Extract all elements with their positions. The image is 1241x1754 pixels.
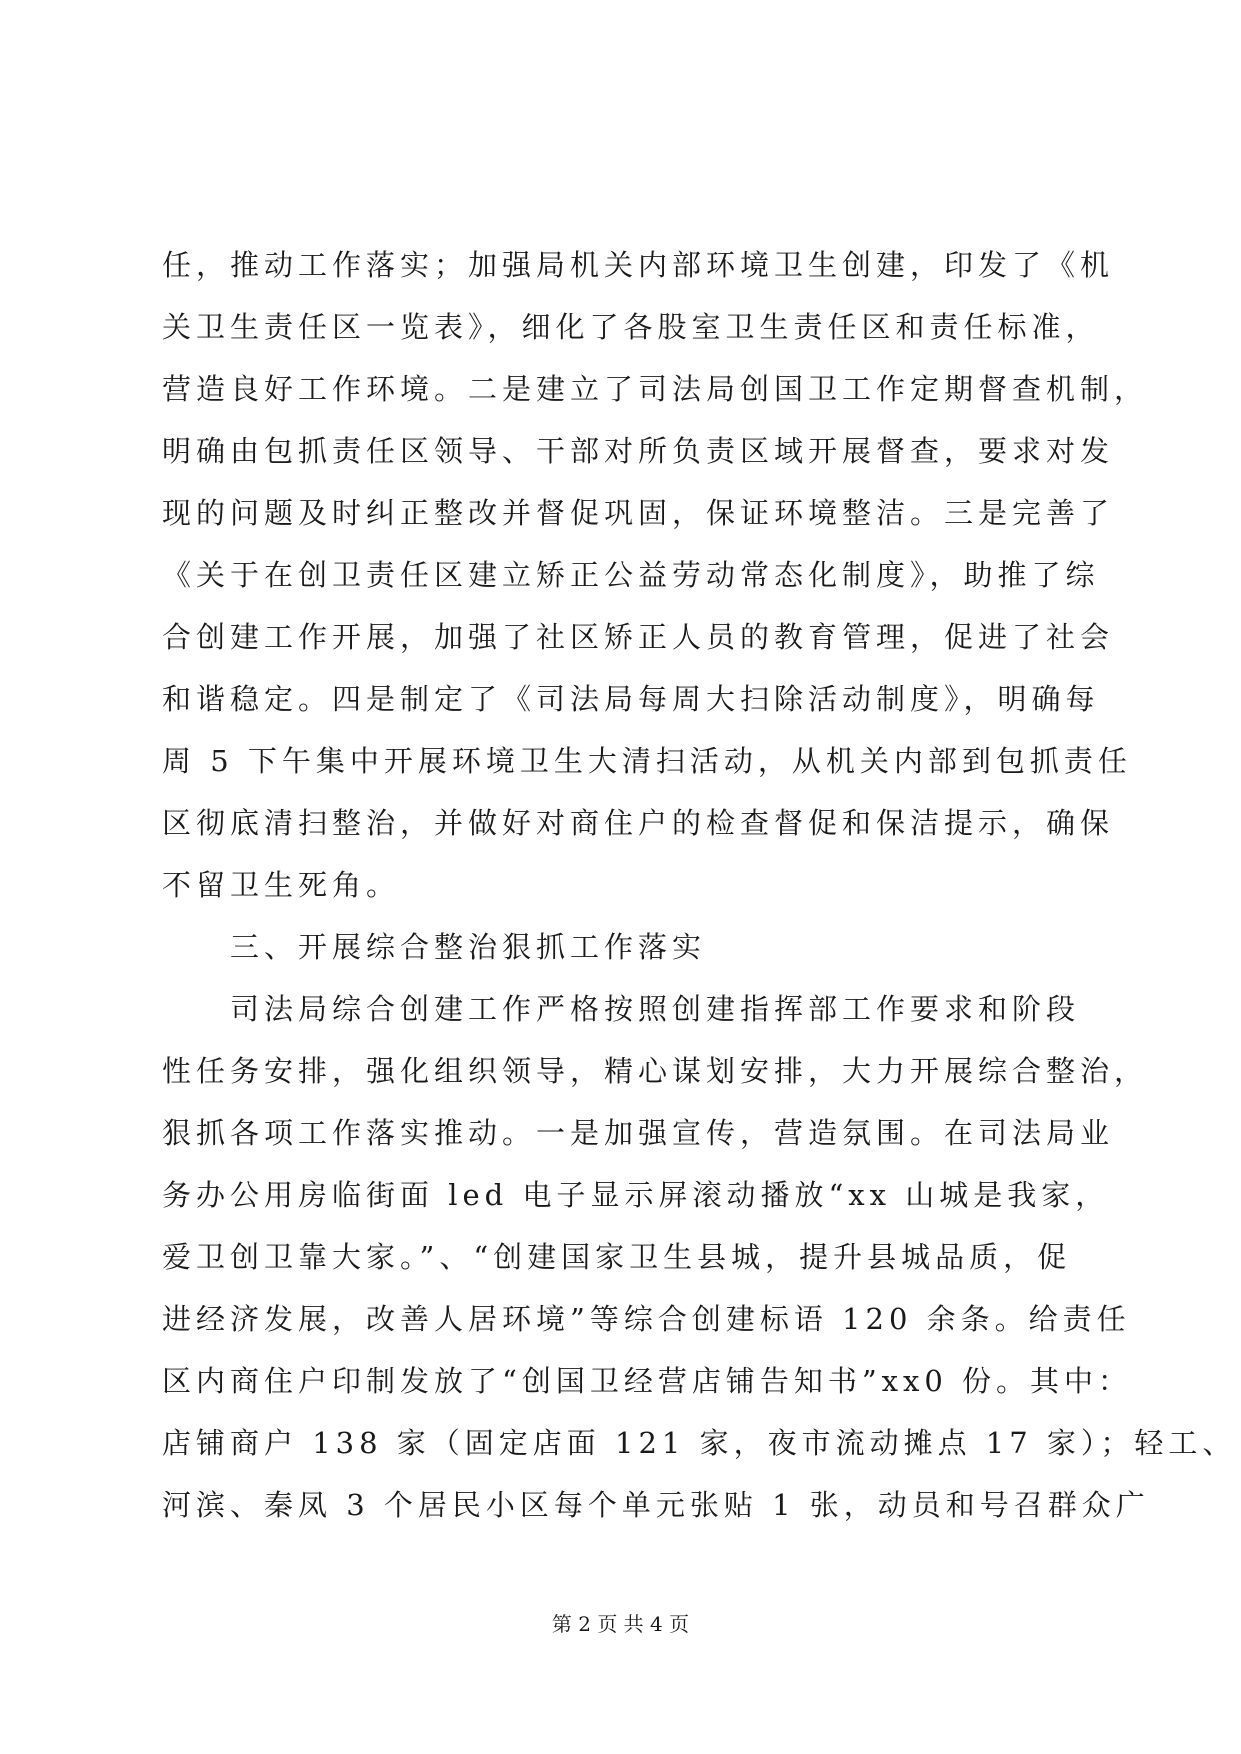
section-heading: 三、开展综合整治狠抓工作落实 <box>162 930 707 964</box>
text-line: 和谐稳定。四是制定了《司法局每周大扫除活动制度》，明确每 <box>162 682 1100 716</box>
text-line: 明确由包抓责任区领导、干部对所负责区域开展督查，要求对发 <box>162 434 1115 468</box>
text-line: 爱卫创卫靠大家。”、“创建国家卫生县城，提升县城品质，促 <box>162 1240 1072 1274</box>
text-line: 现的问题及时纠正整改并督促巩固，保证环境整洁。三是完善了 <box>162 496 1115 530</box>
text-line: 营造良好工作环境。二是建立了司法局创国卫工作定期督查机制， <box>162 372 1149 406</box>
text-line: 务办公用房临街面 led 电子显示屏滚动播放“xx 山城是我家， <box>162 1178 1110 1212</box>
document-body <box>162 234 1237 1536</box>
text-line: 《关于在创卫责任区建立矫正公益劳动常态化制度》，助推了综 <box>162 558 1100 592</box>
text-line: 河滨、秦凤 3 个居民小区每个单元张贴 1 张，动员和号召群众广 <box>162 1488 1150 1522</box>
text-line: 不留卫生死角。 <box>162 868 401 902</box>
text-line: 狠抓各项工作落实推动。一是加强宣传，营造氛围。在司法局业 <box>162 1116 1115 1150</box>
page-number: 第 2 页 共 4 页 <box>551 1612 690 1636</box>
text-line: 进经济发展，改善人居环境”等综合创建标语 120 余条。给责任 <box>162 1302 1131 1336</box>
text-line: 性任务安排，强化组织领导，精心谋划安排，大力开展综合整治， <box>162 1054 1149 1088</box>
text-line: 司法局综合创建工作严格按照创建指挥部工作要求和阶段 <box>162 992 1081 1026</box>
page-footer <box>0 1610 1241 1638</box>
text-line: 周 5 下午集中开展环境卫生大清扫活动，从机关内部到包抓责任 <box>162 744 1132 778</box>
text-line: 店铺商户 138 家（固定店面 121 家，夜市流动摊点 17 家）；轻工、 <box>162 1426 1237 1460</box>
text-line: 关卫生责任区一览表》，细化了各股室卫生责任区和责任标准， <box>162 310 1100 344</box>
text-line: 任，推动工作落实；加强局机关内部环境卫生创建，印发了《机 <box>162 248 1115 282</box>
text-line: 区内商住户印制发放了“创国卫经营店铺告知书”xx0 份。其中： <box>162 1364 1133 1398</box>
text-line: 区彻底清扫整治，并做好对商住户的检查督促和保洁提示，确保 <box>162 806 1115 840</box>
text-line: 合创建工作开展，加强了社区矫正人员的教育管理，促进了社会 <box>162 620 1115 654</box>
